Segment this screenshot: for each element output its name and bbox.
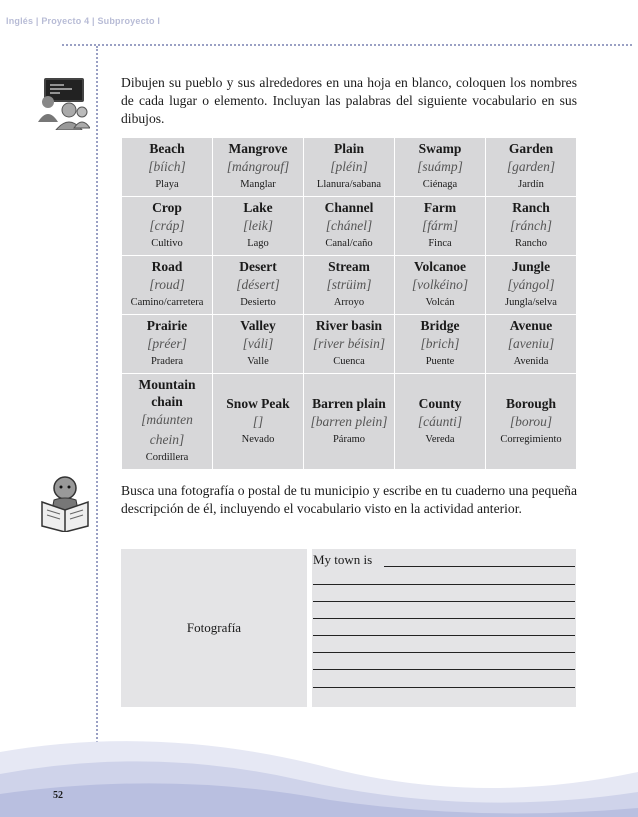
vocab-spanish: Arroyo <box>333 297 365 308</box>
vocab-english: Avenue <box>509 318 553 333</box>
writing-line[interactable] <box>313 687 575 688</box>
vocab-cell <box>304 315 395 374</box>
vocab-english: Barren plain <box>312 395 386 411</box>
vocab-english: Desert <box>239 259 277 274</box>
my-town-label: My town is <box>313 552 373 567</box>
vocab-pronunciation: [] <box>252 413 264 429</box>
vocab-spanish: Cordillera <box>145 452 189 463</box>
vocab-spanish: Ciénaga <box>422 179 458 190</box>
vocab-cell <box>486 138 577 197</box>
vocab-cell <box>486 256 577 315</box>
vocab-spanish: Playa <box>155 179 179 190</box>
vocab-english: Garden <box>508 141 554 156</box>
dotted-divider <box>62 44 632 46</box>
vocab-english: Beach <box>149 141 185 156</box>
vocab-cell <box>304 197 395 256</box>
vocab-row <box>122 256 577 315</box>
vocab-cell <box>486 197 577 256</box>
writing-line[interactable] <box>313 635 575 636</box>
vocab-cell <box>304 374 395 470</box>
vocab-cell <box>395 197 486 256</box>
vocab-cell <box>395 374 486 470</box>
footer-wave-decoration <box>0 722 638 817</box>
vocab-english: Farm <box>423 200 457 215</box>
vocab-pronunciation: [aveniu] <box>507 336 555 351</box>
vocab-pronunciation: [yángol] <box>507 277 555 292</box>
vocab-english: Bridge <box>420 318 460 333</box>
vocab-spanish: Corregimiento <box>500 433 562 445</box>
dotted-margin-line <box>96 46 98 786</box>
vocab-english: Mountain chain <box>138 377 196 409</box>
vocab-spanish: Canal/caño <box>325 238 373 249</box>
vocab-pronunciation: [bíich] <box>148 159 186 174</box>
vocab-pronunciation: [roud] <box>149 277 185 292</box>
vocab-cell <box>213 256 304 315</box>
vocab-cell <box>213 197 304 256</box>
vocab-pronunciation: [váli] <box>242 336 274 351</box>
vocab-pronunciation: [borou] <box>509 413 553 429</box>
vocab-cell <box>122 256 213 315</box>
vocab-cell <box>122 315 213 374</box>
vocab-english: Road <box>151 259 183 274</box>
vocab-spanish: Lago <box>247 238 269 249</box>
vocab-spanish: Cultivo <box>151 238 183 249</box>
vocab-pronunciation: [préer] <box>147 336 187 351</box>
vocab-cell <box>122 197 213 256</box>
vocab-cell <box>395 256 486 315</box>
running-header: Inglés | Proyecto 4 | Subproyecto I <box>6 16 161 26</box>
vocab-english: Plain <box>333 141 364 156</box>
writing-line[interactable] <box>313 584 575 585</box>
vocab-cell <box>304 256 395 315</box>
vocab-spanish: Volcán <box>425 297 455 308</box>
vocab-english: Borough <box>505 395 557 411</box>
writing-line[interactable] <box>384 566 575 567</box>
vocab-english: Mangrove <box>228 141 288 156</box>
photo-placeholder <box>121 549 307 707</box>
vocab-cell <box>486 315 577 374</box>
vocab-spanish: Vereda <box>425 433 455 445</box>
vocab-cell <box>213 138 304 197</box>
vocab-english: Prairie <box>146 318 188 333</box>
vocab-pronunciation: [barren plein] <box>310 413 388 429</box>
vocab-spanish: Valle <box>247 356 269 367</box>
vocab-cell <box>395 315 486 374</box>
vocab-spanish: Pradera <box>150 356 184 367</box>
vocab-english: Lake <box>243 200 273 215</box>
vocabulary-table <box>121 137 577 470</box>
vocab-pronunciation: [suámp] <box>417 159 463 174</box>
vocab-spanish: Rancho <box>514 238 548 249</box>
vocab-english: Channel <box>324 200 374 215</box>
vocab-spanish: Finca <box>428 238 452 249</box>
vocab-pronunciation: [désert] <box>236 277 280 292</box>
vocab-pronunciation: [pléin] <box>330 159 368 174</box>
writing-line[interactable] <box>313 618 575 619</box>
vocab-pronunciation: [fárm] <box>421 218 458 233</box>
classroom-icon <box>36 76 90 130</box>
vocab-spanish: Avenida <box>513 356 549 367</box>
page-number: 52 <box>53 790 63 801</box>
vocab-cell <box>304 138 395 197</box>
vocab-pronunciation: [mángrouf] <box>226 159 290 174</box>
vocab-english: Ranch <box>512 200 550 215</box>
writing-line[interactable] <box>313 669 575 670</box>
vocab-english: Stream <box>328 259 370 274</box>
vocab-row <box>122 197 577 256</box>
vocab-pronunciation: [garden] <box>506 159 556 174</box>
vocab-row <box>122 138 577 197</box>
vocab-cell <box>213 315 304 374</box>
vocab-pronunciation: [chánel] <box>325 218 373 233</box>
vocab-pronunciation: [river béisin] <box>312 336 386 351</box>
vocab-cell <box>486 374 577 470</box>
vocab-english: Volcanoe <box>413 259 466 274</box>
vocab-pronunciation: [cáunti] <box>417 413 463 429</box>
vocab-spanish: Puente <box>425 356 455 367</box>
writing-line[interactable] <box>313 652 575 653</box>
vocab-english: County <box>418 395 462 411</box>
vocab-cell <box>122 374 213 470</box>
vocab-spanish: Jungla/selva <box>505 297 557 308</box>
vocab-pronunciation: [cráp] <box>149 218 185 233</box>
vocab-spanish: Nevado <box>241 433 275 445</box>
vocab-spanish: Páramo <box>332 433 366 445</box>
vocab-pronunciation: [leik] <box>243 218 273 233</box>
photo-label: Fotografía <box>186 620 242 635</box>
vocab-english: Snow Peak <box>226 395 290 411</box>
vocab-cell <box>213 374 304 470</box>
reading-student-icon <box>36 474 94 532</box>
writing-line[interactable] <box>313 601 575 602</box>
vocab-spanish: Cuenca <box>333 356 365 367</box>
vocab-row <box>122 374 577 470</box>
vocab-english: Valley <box>240 318 276 333</box>
vocab-spanish: Jardín <box>518 179 544 190</box>
vocab-english: Crop <box>152 200 182 215</box>
vocab-cell <box>122 138 213 197</box>
vocab-pronunciation: [strüim] <box>326 277 372 292</box>
vocab-cell <box>395 138 486 197</box>
activity-instructions: Busca una fotografía o postal de tu municipio y escribe en tu cuaderno una pequeña descripción de él, incluyendo el vocabulario visto en la actividad anterior. <box>121 483 577 516</box>
vocab-row <box>122 315 577 374</box>
vocab-spanish: Llanura/sabana <box>316 179 382 190</box>
vocab-spanish: Manglar <box>240 179 276 190</box>
writing-area[interactable] <box>312 549 576 707</box>
vocab-pronunciation: [ránch] <box>509 218 552 233</box>
vocab-pronunciation: [máunten chein] <box>141 412 193 447</box>
vocab-english: River basin <box>315 318 383 333</box>
vocab-english: Swamp <box>418 141 462 156</box>
vocab-spanish: Desierto <box>240 297 276 308</box>
vocab-pronunciation: [volkéino] <box>411 277 469 292</box>
vocab-english: Jungle <box>511 259 551 274</box>
vocab-spanish: Camino/carretera <box>130 297 204 308</box>
vocab-pronunciation: [brich] <box>420 336 460 351</box>
intro-instructions: Dibujen su pueblo y sus alrededores en una hoja en blanco, coloquen los nombres de cada lugar o elemento. Incluyan las palabras del siguiente vocabulario en sus dibujos. <box>121 75 577 126</box>
